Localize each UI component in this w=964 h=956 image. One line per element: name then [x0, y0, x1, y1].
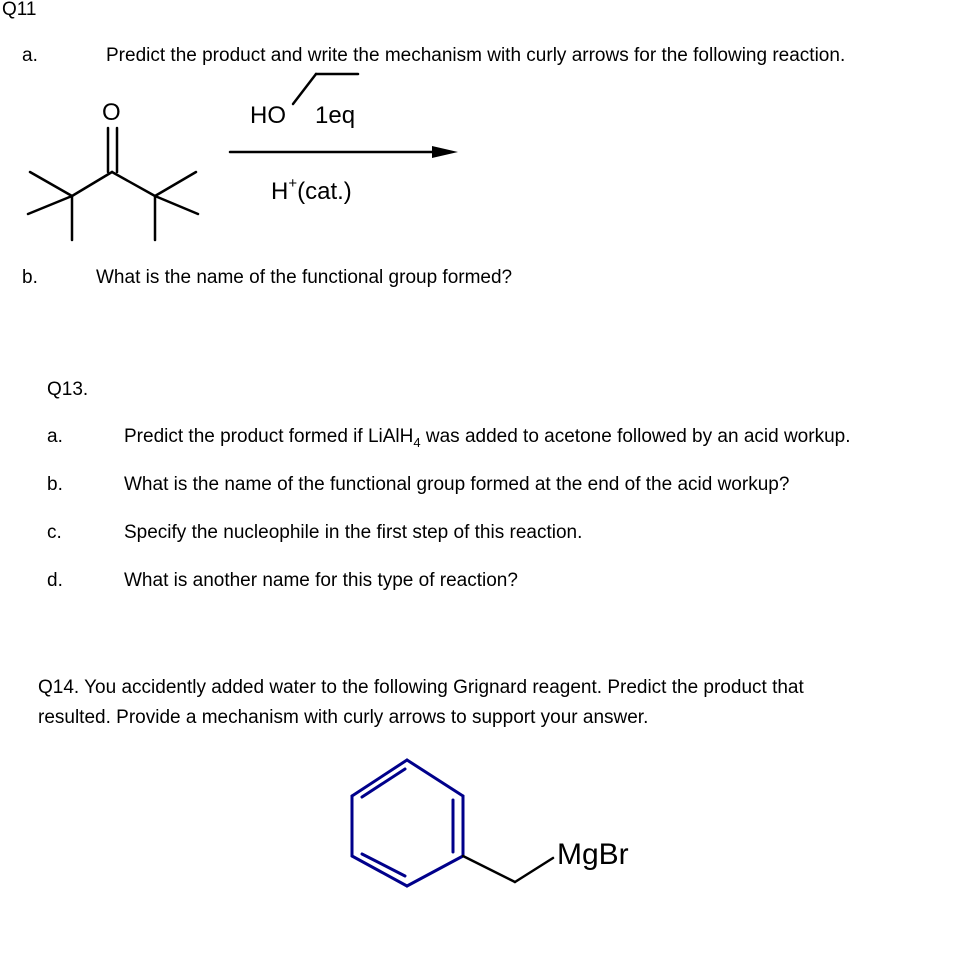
q11-b-text: What is the name of the functional group formed?	[96, 267, 513, 288]
ethanol-bond-1	[293, 74, 316, 104]
benzyl-bond-2	[515, 858, 553, 882]
q13-c-text: Specify the nucleophile in the first step of this reaction.	[124, 522, 583, 543]
reaction-arrow-head	[432, 146, 458, 158]
q13-b-text: What is the name of the functional group formed at the end of the acid workup?	[124, 474, 790, 495]
q11-a-label: a.	[22, 45, 38, 66]
q14-text-line1: Q14. You accidently added water to the following Grignard reagent. Predict the product that	[38, 677, 804, 698]
equiv-label: 1eq	[315, 102, 356, 129]
q13-c-label: c.	[47, 522, 62, 543]
q13-a-label: a.	[47, 426, 63, 447]
q11-a-text: Predict the product and write the mechanism with curly arrows for the following reaction.	[106, 45, 846, 66]
q11-b-label: b.	[22, 267, 38, 288]
carbonyl-oxygen-label: O	[102, 99, 121, 126]
q11-heading: Q11	[2, 0, 37, 20]
q13-a-text: Predict the product formed if LiAlH$_4$ was added to acetone followed by an acid workup.	[124, 426, 851, 450]
bond-right-alpha	[112, 172, 155, 196]
q13-heading: Q13.	[47, 379, 89, 400]
q13-d-text: What is another name for this type of reaction?	[124, 570, 518, 591]
q13-d-label: d.	[47, 570, 63, 591]
bond-left-alpha	[72, 172, 112, 196]
mgbr-label: MgBr	[557, 838, 629, 871]
catalyst-label: H+(cat.)	[271, 175, 352, 205]
benzyl-bond-1	[463, 856, 515, 882]
q13-b-label: b.	[47, 474, 63, 495]
q14-text-line2: resulted. Provide a mechanism with curly arrows to support your answer.	[38, 707, 649, 728]
ethanol-ho-label: HO	[250, 102, 286, 129]
